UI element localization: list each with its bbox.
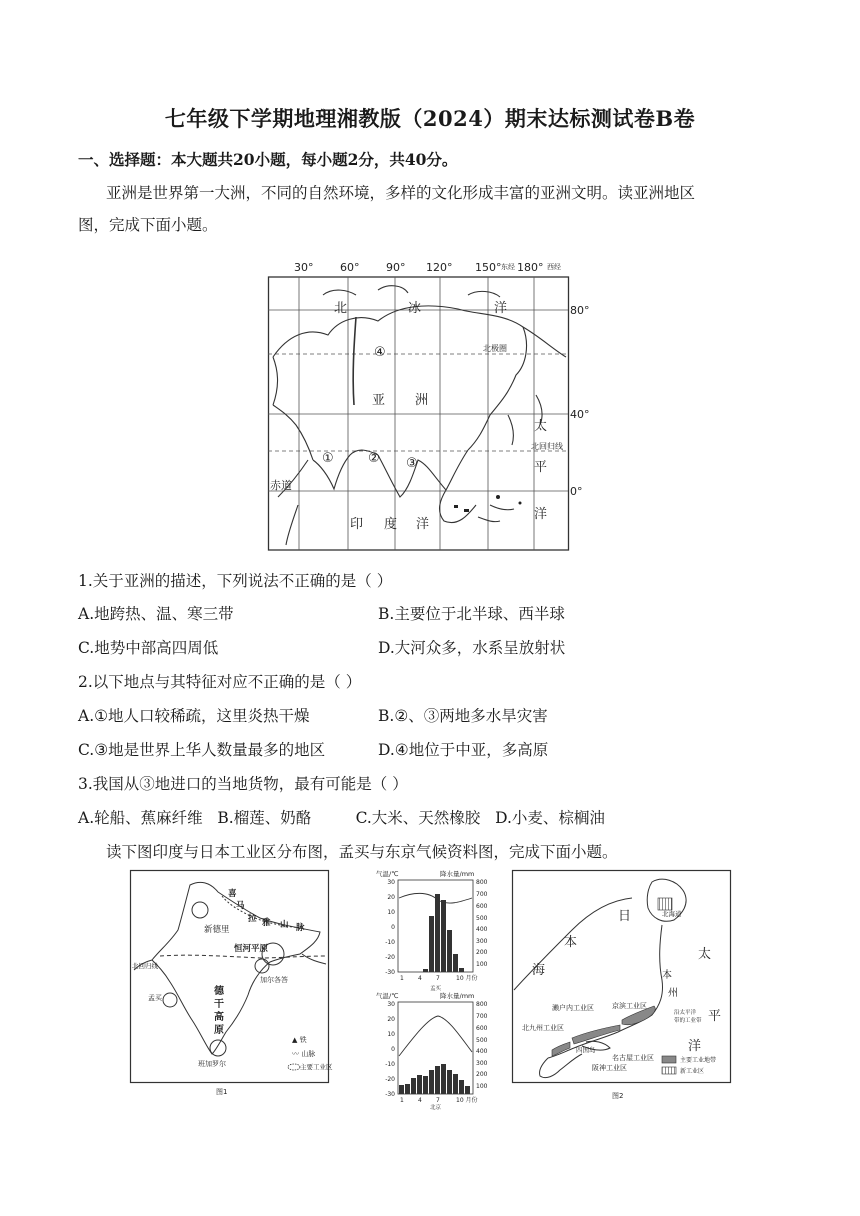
svg-text:7: 7 (436, 975, 440, 982)
svg-text:60°: 60° (340, 261, 360, 274)
svg-text:印: 印 (350, 517, 364, 532)
svg-text:北回归线: 北回归线 (132, 962, 158, 970)
japan-map (512, 870, 732, 1102)
svg-text:沿太平洋: 沿太平洋 (674, 1010, 697, 1016)
svg-text:濑户内工业区: 濑户内工业区 (552, 1004, 594, 1012)
svg-text:阪神工业区: 阪神工业区 (592, 1064, 627, 1072)
svg-text:北九州工业区: 北九州工业区 (522, 1024, 564, 1032)
svg-text:干: 干 (214, 999, 224, 1010)
svg-text:海: 海 (532, 963, 546, 978)
svg-text:度: 度 (384, 517, 398, 532)
svg-text:西经: 西经 (547, 263, 561, 271)
svg-text:400: 400 (476, 926, 488, 933)
svg-text:东经: 东经 (501, 263, 515, 271)
svg-text:20: 20 (387, 1016, 395, 1023)
svg-text:带的工业带: 带的工业带 (674, 1018, 702, 1024)
svg-text:本: 本 (662, 970, 672, 981)
svg-text:北海道: 北海道 (662, 910, 682, 918)
section-heading: 一、选择题：本大题共20小题，每小题2分，共40分。 (78, 150, 458, 169)
svg-text:30: 30 (387, 879, 395, 886)
india-map (130, 870, 333, 1100)
svg-text:平: 平 (534, 460, 548, 475)
svg-text:加尔各答: 加尔各答 (260, 976, 288, 984)
svg-text:700: 700 (476, 891, 488, 898)
svg-text:40°: 40° (570, 408, 590, 421)
svg-text:洋: 洋 (494, 301, 508, 316)
svg-text:拉: 拉 (248, 914, 257, 924)
svg-text:主要工业区: 主要工业区 (300, 1063, 333, 1071)
svg-text:图2: 图2 (612, 1092, 624, 1100)
svg-text:▲ 铁: ▲ 铁 (292, 1036, 307, 1044)
svg-text:300: 300 (476, 1060, 488, 1067)
svg-text:1: 1 (400, 1097, 404, 1104)
svg-text:恒河平原: 恒河平原 (234, 944, 269, 954)
svg-text:200: 200 (476, 949, 488, 956)
q1-option-b[interactable]: B.主要位于北半球、西半球 (378, 605, 565, 623)
svg-text:800: 800 (476, 1001, 488, 1008)
svg-text:主要工业地带: 主要工业地带 (680, 1057, 717, 1064)
svg-text:北极圈: 北极圈 (483, 344, 507, 353)
svg-text:1: 1 (400, 975, 404, 982)
q2-option-c[interactable]: C.③地是世界上华人数量最多的地区 (78, 741, 326, 759)
q2-option-d[interactable]: D.④地位于中亚，多高原 (378, 741, 549, 759)
svg-text:洋: 洋 (416, 517, 430, 532)
q1-option-d[interactable]: D.大河众多，水系呈放射状 (378, 639, 566, 657)
svg-text:脉: 脉 (296, 923, 305, 933)
intro-paragraph-2: 读下图印度与日本工业区分布图，孟买与东京气候资料图，完成下面小题。 (106, 843, 618, 861)
q1-option-a[interactable]: A.地跨热、温、寒三带 (78, 605, 234, 623)
svg-text:太: 太 (698, 947, 712, 962)
intro-paragraph-1: 亚洲是世界第一大洲，不同的自然环境，多样的文化形成丰富的亚洲文明。读亚洲地区 (106, 184, 696, 202)
svg-text:洋: 洋 (688, 1039, 702, 1054)
svg-text:150°: 150° (475, 261, 502, 274)
question-2: 2.以下地点与其特征对应不正确的是（ ） (78, 673, 362, 691)
svg-text:气温/℃: 气温/℃ (376, 992, 399, 1000)
svg-text:孟买: 孟买 (430, 986, 442, 992)
svg-text:700: 700 (476, 1013, 488, 1020)
svg-text:降水量/mm: 降水量/mm (440, 870, 475, 878)
svg-text:-20: -20 (385, 954, 395, 961)
svg-text:②: ② (368, 451, 380, 466)
svg-text:降水量/mm: 降水量/mm (440, 992, 475, 1000)
svg-text:原: 原 (214, 1025, 224, 1036)
svg-text:喜: 喜 (228, 889, 237, 899)
svg-text:四国岛: 四国岛 (576, 1046, 596, 1054)
svg-text:4: 4 (418, 1097, 422, 1104)
svg-text:州: 州 (668, 988, 678, 999)
question-3: 3.我国从③地进口的当地货物，最有可能是（ ） (78, 775, 408, 793)
svg-text:北回归线: 北回归线 (531, 442, 563, 451)
svg-text:-20: -20 (385, 1076, 395, 1083)
svg-text:冰: 冰 (408, 301, 422, 316)
svg-text:4: 4 (418, 975, 422, 982)
svg-text:-30: -30 (385, 969, 395, 976)
svg-text:③: ③ (406, 456, 418, 471)
svg-text:京滨工业区: 京滨工业区 (612, 1002, 647, 1010)
q3-options[interactable]: A.轮船、蕉麻纤维 B.榴莲、奶酪 C.大米、天然橡胶 D.小麦、棕榈油 (78, 809, 605, 827)
svg-text:0: 0 (391, 924, 395, 931)
q2-option-a[interactable]: A.①地人口较稀疏，这里炎热干燥 (78, 707, 310, 725)
intro-paragraph-1-cont: 图，完成下面小题。 (78, 216, 218, 234)
svg-text:20: 20 (387, 894, 395, 901)
svg-text:80°: 80° (570, 304, 590, 317)
svg-text:10: 10 (387, 1031, 395, 1038)
q1-option-c[interactable]: C.地势中部高四周低 (78, 639, 219, 657)
page-title: 七年级下学期地理湘教版（2024）期末达标测试卷B卷 (164, 106, 696, 131)
svg-text:新德里: 新德里 (204, 925, 230, 935)
asia-map (268, 261, 590, 552)
svg-text:-10: -10 (385, 1061, 395, 1068)
svg-text:班加罗尔: 班加罗尔 (198, 1060, 226, 1068)
svg-text:300: 300 (476, 938, 488, 945)
svg-text:200: 200 (476, 1071, 488, 1078)
svg-text:马: 马 (236, 901, 245, 911)
svg-text:赤道: 赤道 (270, 479, 292, 492)
svg-text:山: 山 (280, 920, 289, 930)
svg-text:100: 100 (476, 961, 488, 968)
svg-text:0°: 0° (570, 485, 583, 498)
svg-text:德: 德 (214, 986, 224, 997)
svg-text:图1: 图1 (216, 1088, 228, 1096)
svg-text:〰 山脉: 〰 山脉 (292, 1050, 316, 1058)
svg-text:7: 7 (436, 1097, 440, 1104)
question-1: 1.关于亚洲的描述，下列说法不正确的是（ ） (78, 572, 393, 590)
svg-text:名古屋工业区: 名古屋工业区 (612, 1054, 654, 1062)
svg-text:30: 30 (387, 1001, 395, 1008)
svg-text:太: 太 (534, 419, 548, 434)
svg-text:10 月份: 10 月份 (456, 1097, 478, 1104)
q2-option-b[interactable]: B.②、③两地多水旱灾害 (378, 707, 548, 725)
svg-text:30°: 30° (294, 261, 314, 274)
svg-text:500: 500 (476, 1037, 488, 1044)
svg-text:洲: 洲 (415, 393, 429, 408)
svg-text:400: 400 (476, 1048, 488, 1055)
svg-text:亚: 亚 (372, 393, 386, 408)
svg-text:10 月份: 10 月份 (456, 975, 478, 982)
svg-text:④: ④ (374, 345, 386, 360)
svg-text:雅: 雅 (262, 918, 271, 928)
svg-text:90°: 90° (386, 261, 406, 274)
svg-text:100: 100 (476, 1083, 488, 1090)
svg-text:北: 北 (334, 301, 348, 316)
svg-text:600: 600 (476, 1025, 488, 1032)
svg-text:500: 500 (476, 915, 488, 922)
svg-text:日: 日 (618, 909, 632, 924)
svg-text:-30: -30 (385, 1091, 395, 1098)
svg-text:-10: -10 (385, 939, 395, 946)
svg-text:①: ① (322, 451, 334, 466)
svg-text:气温/℃: 气温/℃ (376, 870, 399, 878)
svg-text:120°: 120° (426, 261, 453, 274)
svg-text:平: 平 (708, 1009, 722, 1024)
svg-text:本: 本 (564, 935, 578, 950)
svg-text:800: 800 (476, 879, 488, 886)
svg-text:0: 0 (391, 1046, 395, 1053)
svg-text:高: 高 (214, 1012, 224, 1023)
svg-text:10: 10 (387, 909, 395, 916)
svg-text:新工业区: 新工业区 (680, 1068, 705, 1075)
svg-text:600: 600 (476, 903, 488, 910)
svg-text:孟买: 孟买 (148, 994, 162, 1002)
svg-text:洋: 洋 (534, 507, 548, 522)
climate-charts (368, 868, 503, 1111)
svg-text:北京: 北京 (430, 1105, 442, 1111)
svg-text:180°: 180° (517, 261, 544, 274)
